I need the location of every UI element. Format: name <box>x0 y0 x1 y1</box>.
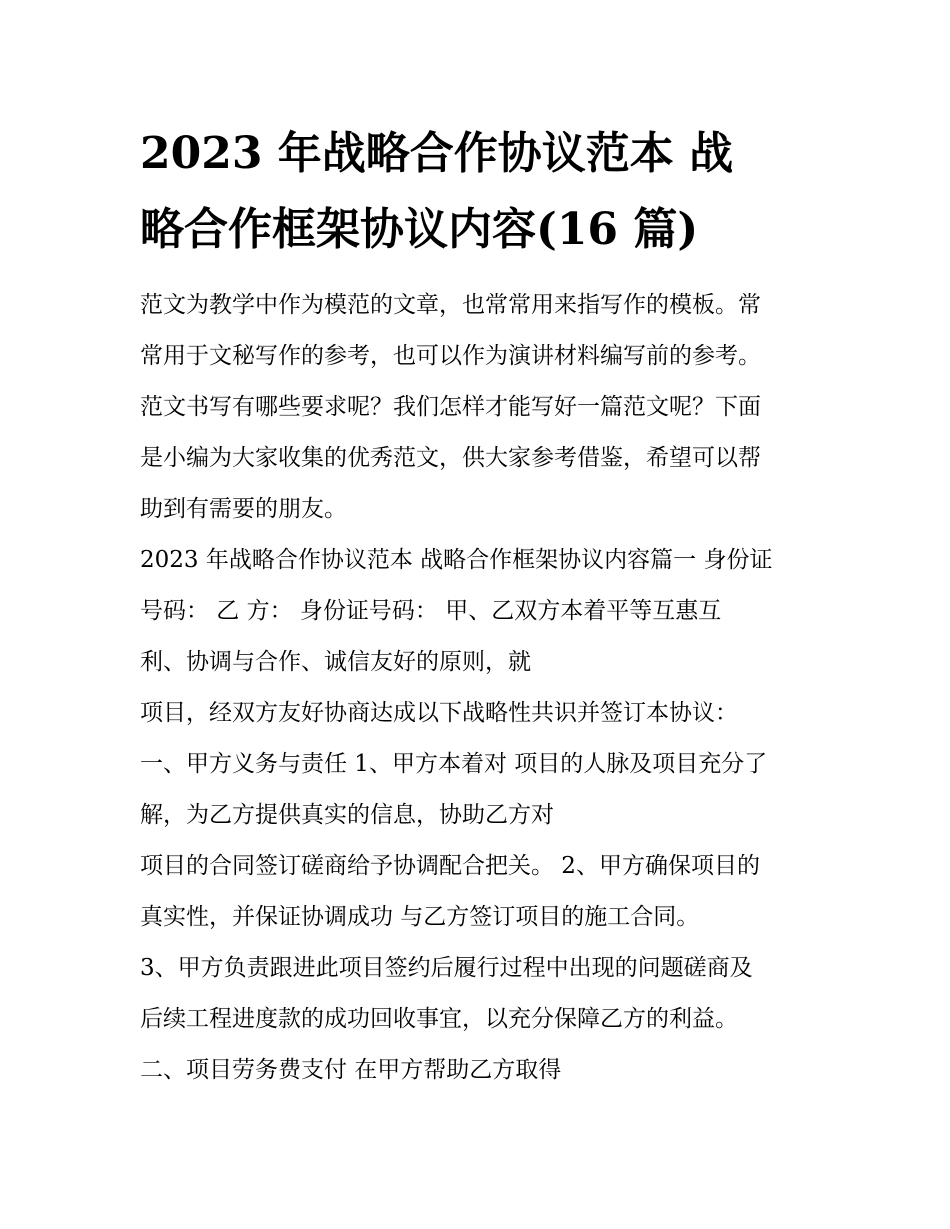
title-line: 略合作框架协议内容(16 篇) <box>140 204 699 255</box>
body-line: 解，为乙方提供真实的信息，协助乙方对 <box>140 802 554 828</box>
document-title <box>140 116 840 268</box>
body-line: 常用于文秘写作的参考，也可以作为演讲材料编写前的参考。 <box>140 343 761 369</box>
body-line: 项目，经双方友好协商达成以下战略性共识并签订本协议： <box>140 700 738 726</box>
title-line: 2023 年战略合作协议范本 战 <box>140 128 734 179</box>
body-line: 范文为教学中作为模范的文章，也常常用来指写作的模板。常 <box>140 292 761 318</box>
body-line: 2023 年战略合作协议范本 战略合作框架协议内容篇一 身份证 <box>140 547 773 573</box>
body-line: 助到有需要的朋友。 <box>140 496 347 522</box>
body-line: 真实性，并保证协调成功 与乙方签订项目的施工合同。 <box>140 904 700 930</box>
body-line: 3、甲方负责跟进此项目签约后履行过程中出现的问题磋商及 <box>140 955 753 981</box>
body-line: 利、协调与合作、诚信友好的原则，就 <box>140 649 531 675</box>
body-line: 项目的合同签订磋商给予协调配合把关。 2、甲方确保项目的 <box>140 853 760 879</box>
body-line: 号码： 乙 方： 身份证号码： 甲、乙双方本着平等互惠互 <box>140 598 722 624</box>
document-body <box>140 280 830 1096</box>
body-line: 一、甲方义务与责任 1、甲方本着对 项目的人脉及项目充分了 <box>140 751 768 777</box>
body-line: 二、项目劳务费支付 在甲方帮助乙方取得 <box>140 1057 562 1083</box>
body-line: 是小编为大家收集的优秀范文，供大家参考借鉴，希望可以帮 <box>140 445 761 471</box>
body-line: 后续工程进度款的成功回收事宜，以充分保障乙方的利益。 <box>140 1006 738 1032</box>
body-line: 范文书写有哪些要求呢？我们怎样才能写好一篇范文呢？下面 <box>140 394 761 420</box>
